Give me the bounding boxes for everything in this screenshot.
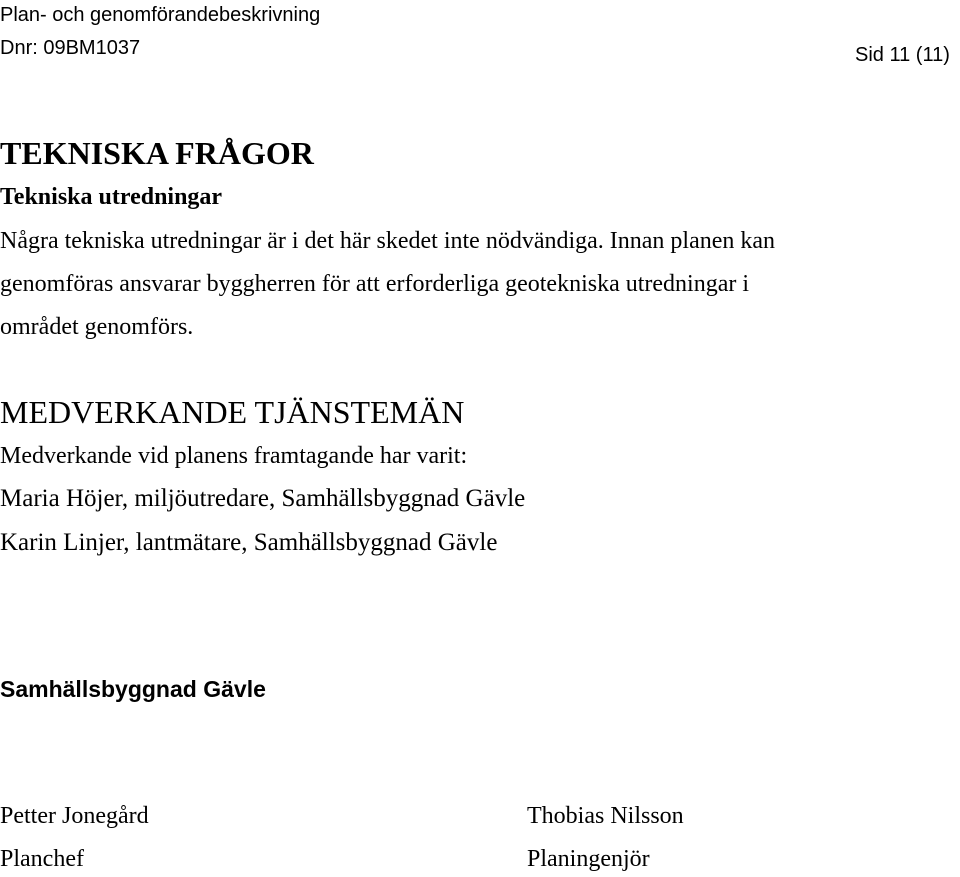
signature-role: Planchef	[0, 846, 84, 872]
signature-name: Thobias Nilsson	[527, 803, 684, 829]
paragraph-line-2: genomföras ansvarar byggherren för att erforderliga geotekniska utredningar i	[0, 271, 750, 297]
paragraph-line-3: området genomförs.	[0, 314, 194, 340]
participant-karin-linjer: Karin Linjer, lantmätare, Samhällsbyggnad Gävle	[0, 529, 498, 556]
document-type: Plan- och genomförandebeskrivning	[0, 4, 321, 26]
paragraph-line-1: Några tekniska utredningar är i det här skedet inte nödvändiga. Innan planen kan	[0, 228, 776, 254]
section-title-medverkande: MEDVERKANDE TJÄNSTEMÄN	[0, 394, 465, 430]
signature-role: Planingenjör	[527, 846, 650, 872]
participant-maria-hojer: Maria Höjer, miljöutredare, Samhällsbyggnad Gävle	[0, 485, 526, 512]
participants-intro: Medverkande vid planens framtagande har varit:	[0, 443, 468, 469]
document-number: Dnr: 09BM1037	[0, 37, 141, 59]
section-title-tekniska-fragor: TEKNISKA FRÅGOR	[0, 135, 314, 171]
organization-name: Samhällsbyggnad Gävle	[0, 676, 266, 702]
signature-name: Petter Jonegård	[0, 803, 149, 829]
subsection-title-tekniska-utredningar: Tekniska utredningar	[0, 184, 223, 210]
page-number: Sid 11 (11)	[855, 44, 950, 66]
